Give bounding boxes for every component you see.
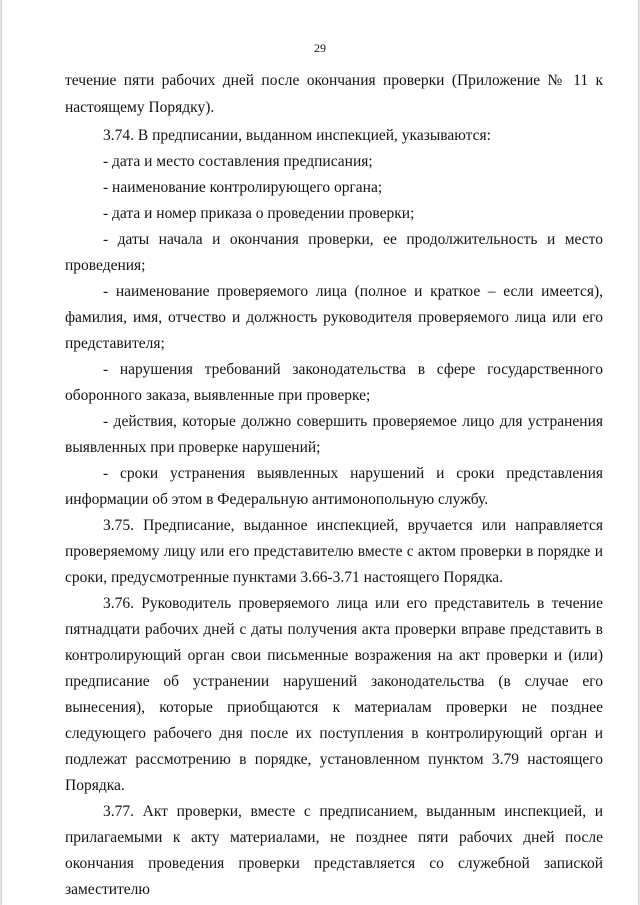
list-item: - наименование контролирующего органа; bbox=[103, 179, 383, 196]
document-body bbox=[65, 67, 603, 903]
list-item: - дата и номер приказа о проведении проверки; bbox=[103, 205, 415, 222]
list-item: - действия, которые должно совершить проверяемое лицо для устранения выявленных при проверке нарушений; bbox=[65, 413, 603, 456]
paragraph: 3.77. Акт проверки, вместе с предписанием, выданным инспекцией, и прилагаемыми к акту материалами, не позднее пяти рабочих дней после окончания проведения проверки представляется со служебной запиской заместителю bbox=[65, 803, 603, 898]
list-item: - сроки устранения выявленных нарушений и сроки представления информации об этом в Федеральную антимонопольную службу. bbox=[65, 465, 603, 508]
list-item: - даты начала и окончания проверки, ее продолжительность и место проведения; bbox=[65, 231, 603, 274]
paragraph: течение пяти рабочих дней после окончания проверки (Приложение № 11 к настоящему Порядку). bbox=[65, 72, 603, 116]
document-page bbox=[2, 0, 638, 905]
list-item: - нарушения требований законодательства в сфере государственного оборонного заказа, выявленные при проверке; bbox=[65, 361, 603, 404]
list-item: - наименование проверяемого лица (полное и краткое – если имеется), фамилия, имя, отчество и должность руководителя проверяемого лица или его представителя; bbox=[65, 283, 603, 352]
paragraph: 3.76. Руководитель проверяемого лица или его представитель в течение пятнадцати рабочих дней с даты получения акта проверки вправе представить в контролирующий орган свои письменные возражения на акт проверки и (или) предписание об устранении нарушений законодательства (в случае его вынесения), которые приобщаются к материалам проверки не позднее следующего рабочего дня после их поступления в контролирующий орган и подлежат рассмотрению в порядке, установленном пунктом 3.79 настоящего Порядка. bbox=[65, 595, 603, 794]
list-item: - дата и место составления предписания; bbox=[103, 153, 373, 170]
paragraph: 3.74. В предписании, выданном инспекцией, указываются: bbox=[103, 127, 491, 144]
page-number: 29 bbox=[314, 41, 326, 55]
paragraph: 3.75. Предписание, выданное инспекцией, вручается или направляется проверяемому лицу или его представителю вместе с актом проверки в порядке и сроки, предусмотренные пунктами 3.66-3.71 настоящего Порядка. bbox=[65, 517, 603, 586]
